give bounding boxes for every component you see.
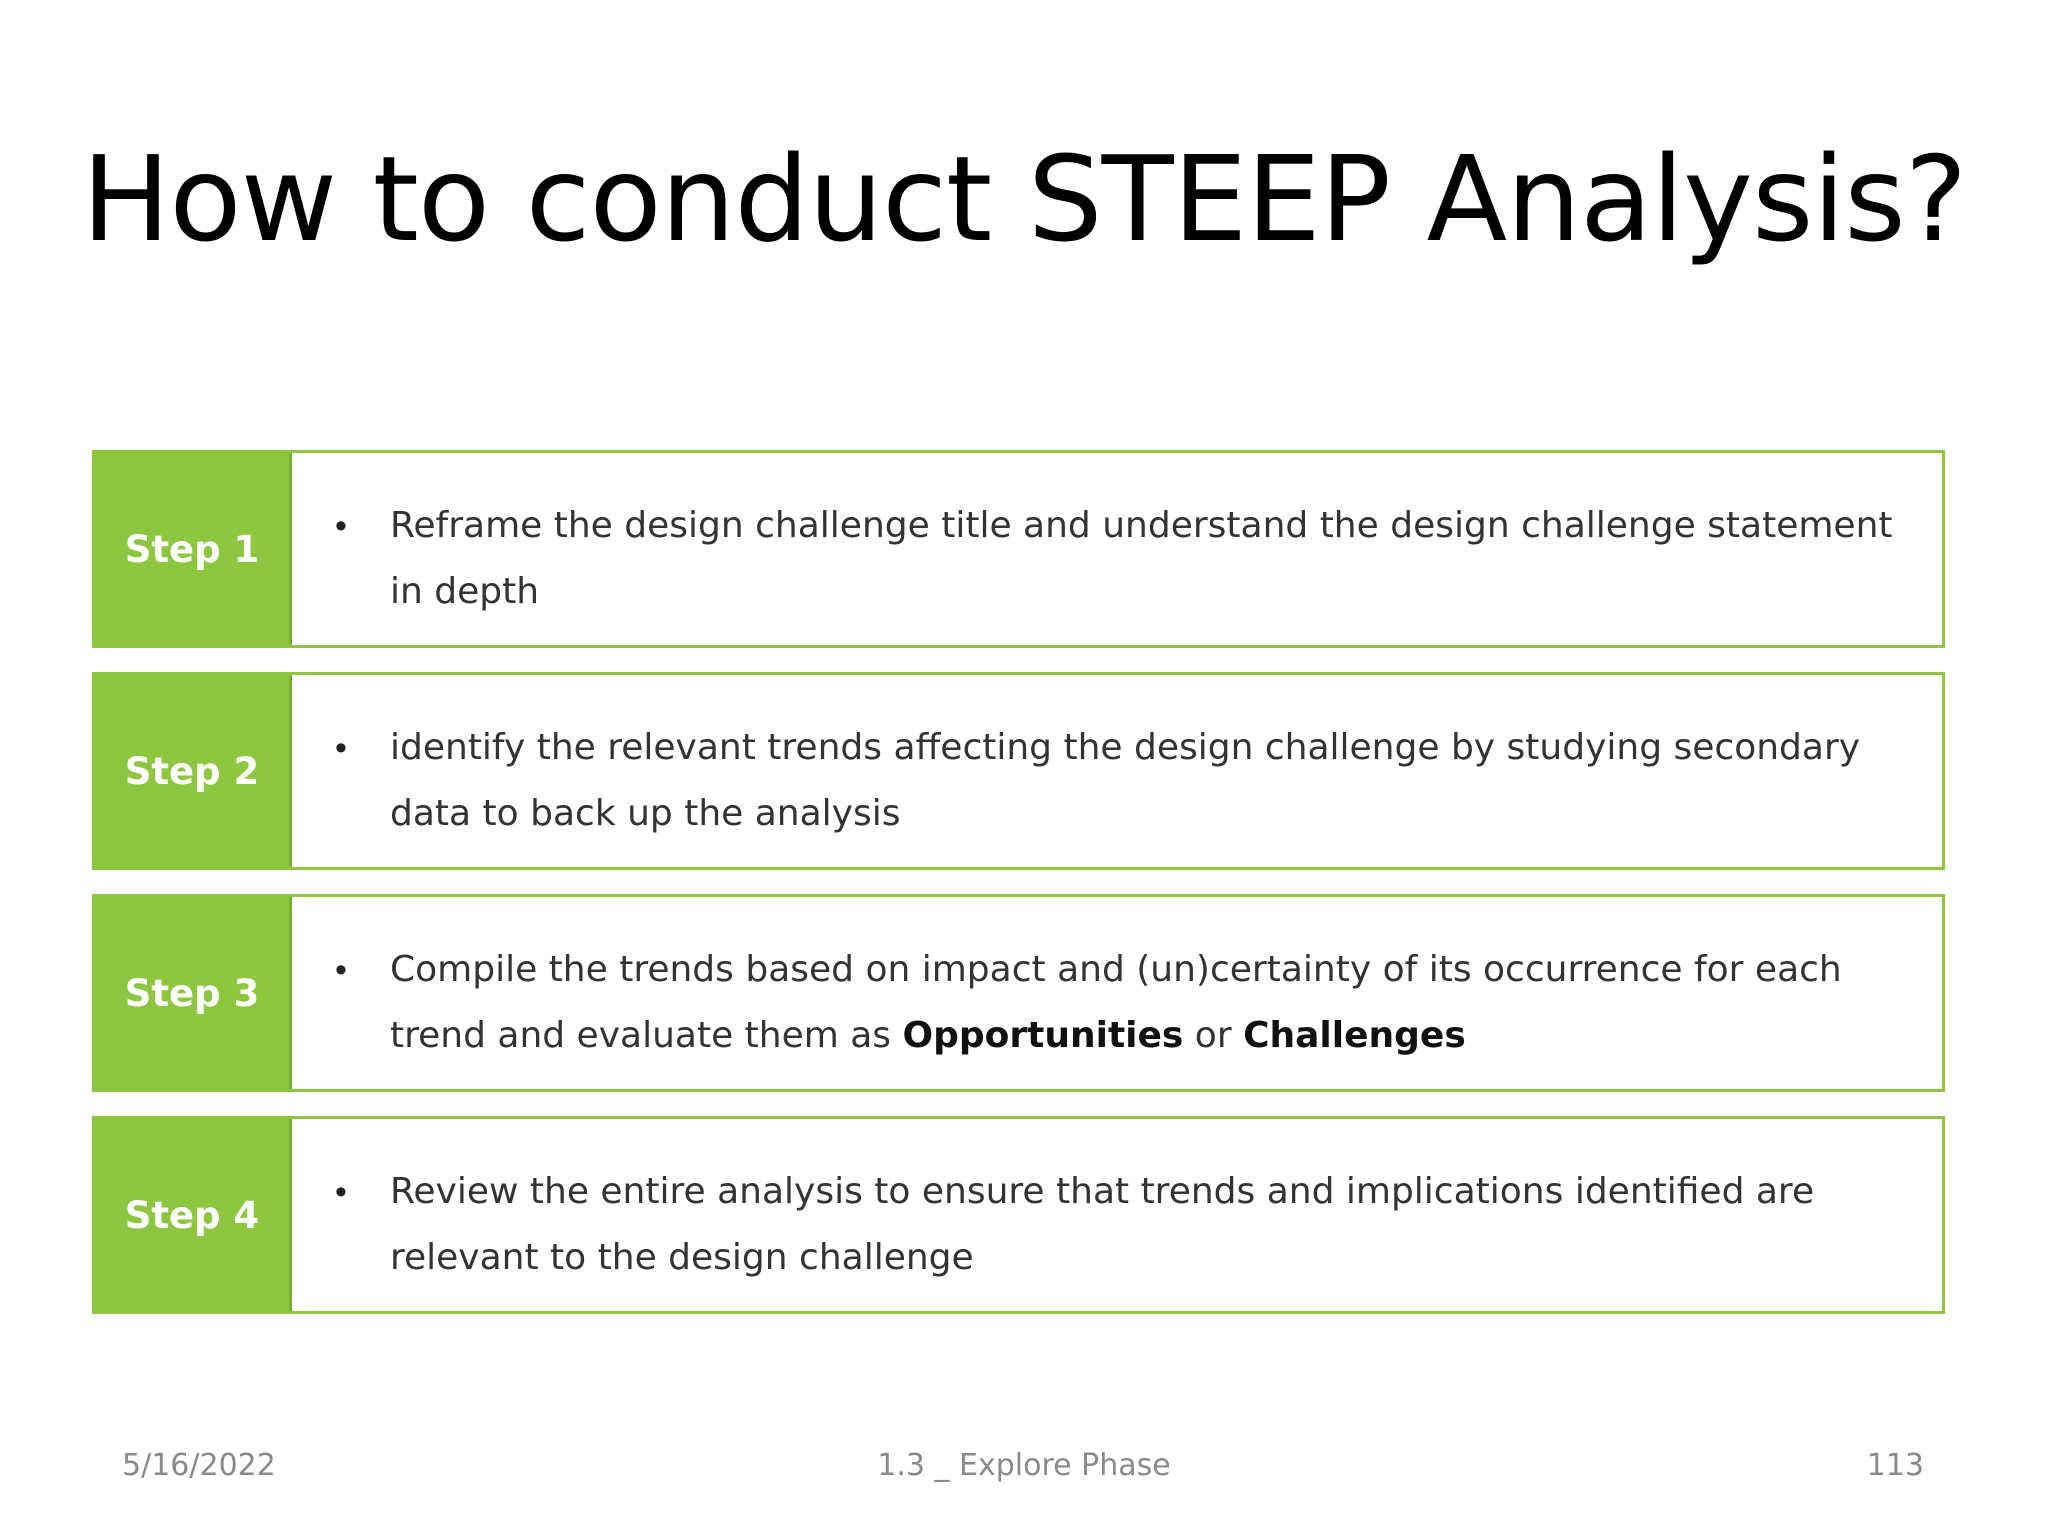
step-label: Step 1	[95, 453, 292, 645]
step-text-part: Compile the trends based on impact and (un)certainty of its occurrence for each trend and evaluate them as	[390, 949, 1842, 1056]
footer-section-title: 1.3 _ Explore Phase	[877, 1448, 1171, 1483]
step-body	[292, 897, 1942, 1089]
step-text-part: or	[1183, 1015, 1244, 1056]
step-body	[292, 1119, 1942, 1311]
bullet-icon: •	[335, 1173, 347, 1211]
step-label: Step 3	[95, 897, 292, 1089]
step-row-1	[92, 450, 1945, 648]
footer-page-number: 113	[1866, 1448, 1924, 1483]
bullet-icon: •	[335, 507, 347, 545]
challenges-term: Challenges	[1243, 1015, 1466, 1056]
step-text: Review the entire analysis to ensure that trends and implications identified are relevant to the design challenge	[390, 1171, 1815, 1278]
step-body	[292, 675, 1942, 867]
steps-list	[92, 450, 1945, 1338]
step-text: Reframe the design challenge title and understand the design challenge statement in depth	[390, 505, 1893, 612]
bullet-icon: •	[335, 729, 347, 767]
step-label: Step 4	[95, 1119, 292, 1311]
step-row-4	[92, 1116, 1945, 1314]
opportunities-term: Opportunities	[902, 1015, 1184, 1056]
step-text	[390, 937, 1942, 1069]
footer-date: 5/16/2022	[122, 1448, 276, 1483]
step-row-2	[92, 672, 1945, 870]
bullet-icon: •	[335, 951, 347, 989]
slide-title: How to conduct STEEP Analysis?	[81, 130, 1967, 268]
step-label: Step 2	[95, 675, 292, 867]
step-text: identify the relevant trends affecting the design challenge by studying secondary data to back up the analysis	[390, 727, 1861, 834]
step-row-3	[92, 894, 1945, 1092]
step-body	[292, 453, 1942, 645]
